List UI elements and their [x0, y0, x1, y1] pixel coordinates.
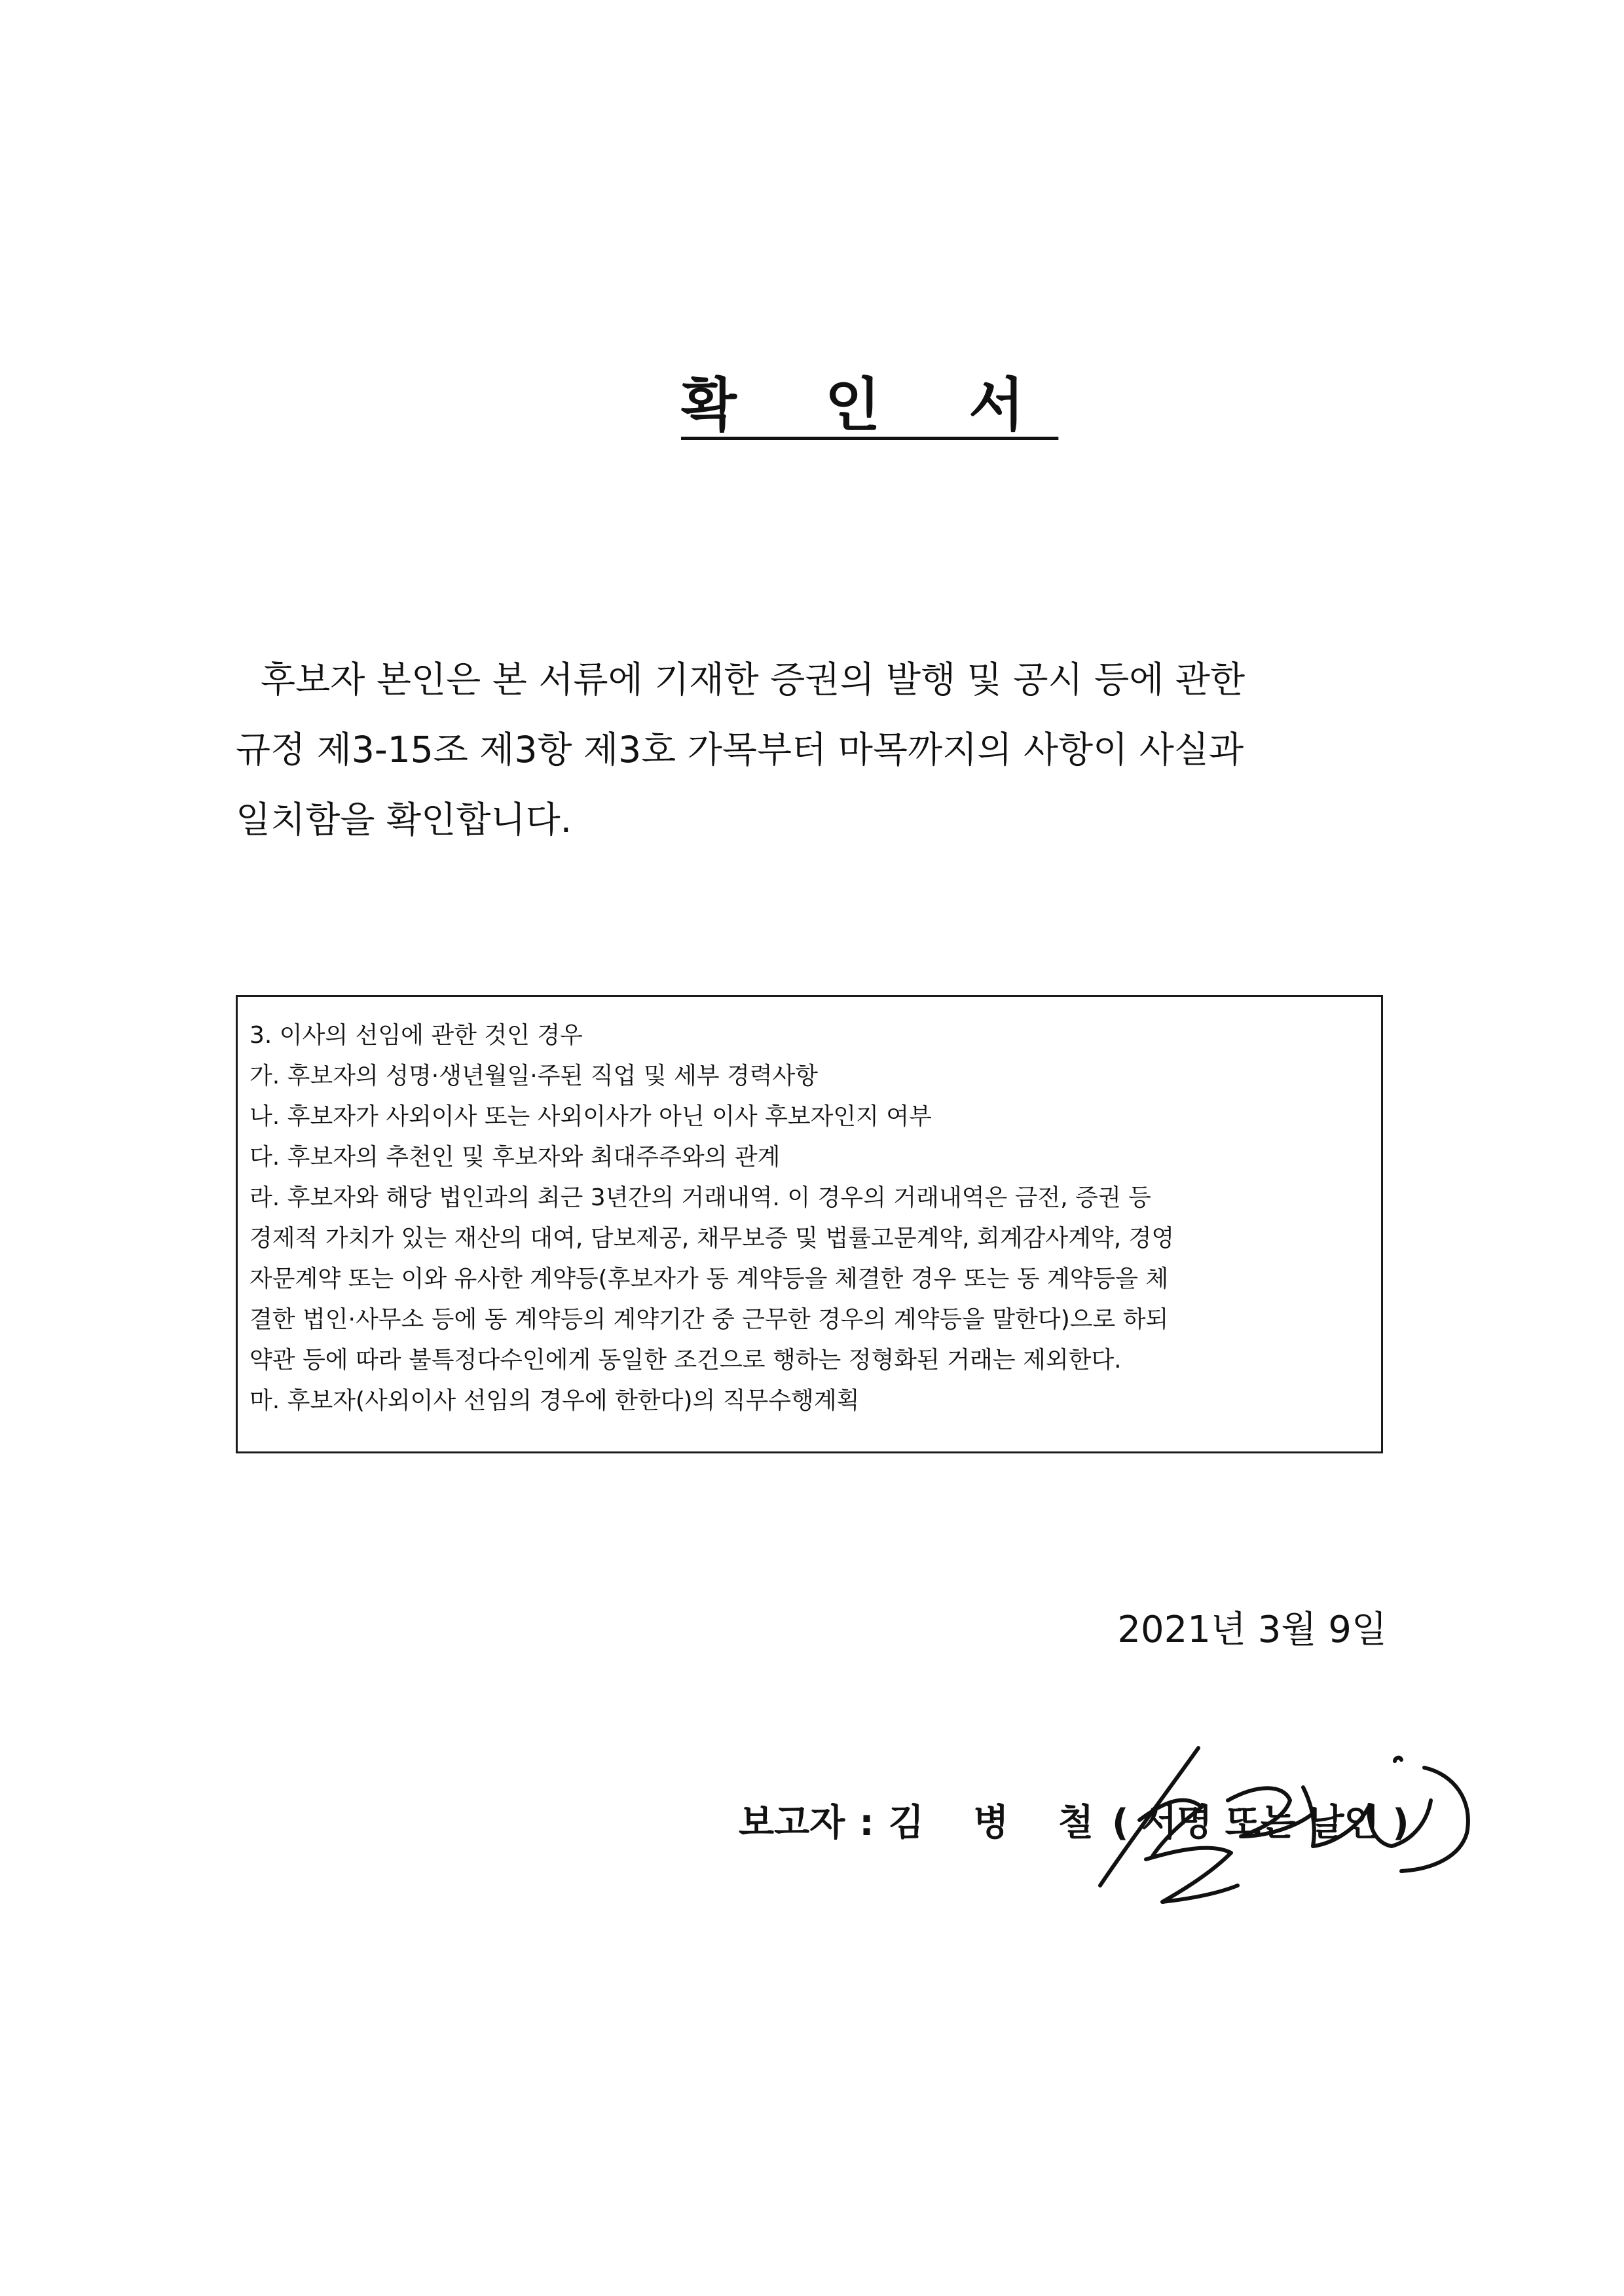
- statement-line: 후보자 본인은 본 서류에 기재한 증권의 발행 및 공시 등에 관한: [261, 659, 1246, 701]
- regulation-line: 라. 후보자와 해당 법인과의 최근 3년간의 거래내역. 이 경우의 거래내역은 금전, 증권 등: [249, 1184, 1151, 1211]
- reporter-name: 김 병 철: [888, 1802, 1112, 1844]
- regulation-line: 자문계약 또는 이와 유사한 계약등(후보자가 동 계약등을 체결한 경우 또는 동 계약등을 체: [249, 1266, 1169, 1292]
- regulation-line: 마. 후보자(사외이사 선임의 경우에 한한다)의 직무수행계획: [249, 1387, 860, 1414]
- regulation-line: 다. 후보자의 추천인 및 후보자와 최대주주와의 관계: [249, 1144, 781, 1171]
- regulation-line: 약관 등에 따라 불특정다수인에게 동일한 조건으로 행하는 정형화된 거래는 제외한다.: [249, 1347, 1122, 1374]
- statement-line: 규정 제3-15조 제3항 제3호 가목부터 마목까지의 사항이 사실과: [236, 729, 1244, 771]
- document-title: 확 인 서: [681, 371, 1059, 439]
- regulation-line: 3. 이사의 선임에 관한 것인 경우: [249, 1022, 583, 1049]
- reporter-label: 보고자: [739, 1802, 845, 1844]
- sign-or-seal-note: ( 서명 또는 날인 ): [1111, 1802, 1409, 1844]
- regulation-line: 나. 후보자가 사외이사 또는 사외이사가 아닌 이사 후보자인지 여부: [249, 1103, 932, 1130]
- statement-line: 일치함을 확인합니다.: [236, 799, 572, 841]
- document-date: 2021년 3월 9일: [1117, 1609, 1387, 1651]
- regulation-line: 결한 법인·사무소 등에 동 계약등의 계약기간 중 근무한 경우의 계약등을 말한다)으로 하되: [249, 1306, 1169, 1333]
- regulation-line: 경제적 가치가 있는 재산의 대여, 담보제공, 채무보증 및 법률고문계약, 회계감사계약, 경영: [249, 1225, 1175, 1252]
- reporter-separator: :: [859, 1802, 874, 1844]
- regulation-line: 가. 후보자의 성명·생년월일·주된 직업 및 세부 경력사항: [249, 1063, 819, 1089]
- confirmation-statement: [236, 645, 1388, 855]
- handwritten-signature-icon: [1087, 1722, 1493, 1918]
- regulation-excerpt-box: [236, 995, 1383, 1453]
